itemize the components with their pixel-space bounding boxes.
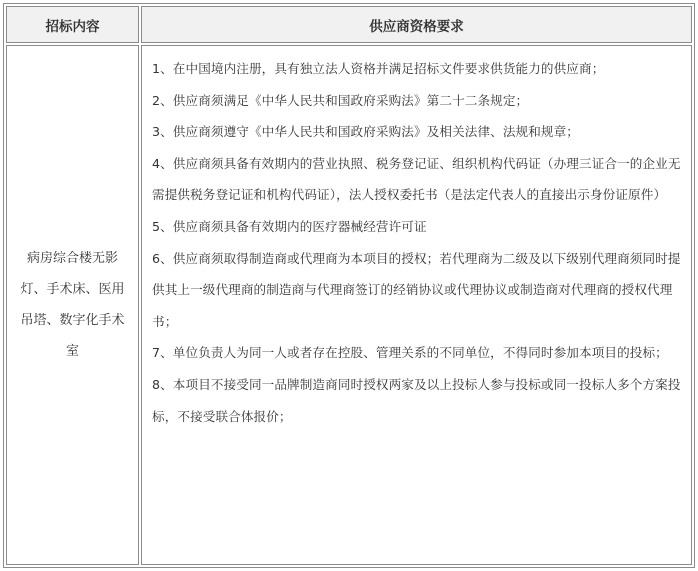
requirement-item: 5、供应商须具备有效期内的医疗器械经营许可证 — [152, 218, 427, 234]
header-row — [6, 6, 692, 43]
tender-content-line: 灯、手术床、医用 — [20, 282, 125, 297]
header-tender-content: 招标内容 — [6, 6, 139, 43]
tender-content-cell — [6, 45, 139, 565]
requirement-item: 4、供应商须具备有效期内的营业执照、税务登记证、组织机构代码证（办理三证合一的企业无需提供税务登记证和机构代码证），法人授权委托书（是法定代表人的直接出示身份证原件） — [152, 155, 681, 203]
header-supplier-qualification: 供应商资格要求 — [141, 6, 692, 43]
tender-content-line: 病房综合楼无影 — [26, 251, 118, 266]
table-row — [6, 45, 692, 565]
requirement-item: 1、在中国境内注册，具有独立法人资格并满足招标文件要求供货能力的供应商； — [152, 61, 605, 76]
requirement-item: 7、单位负责人为同一人或者存在控股、管理关系的不同单位，不得同时参加本项目的投标； — [152, 345, 668, 361]
tender-content-line: 吊塔、数字化手术 — [20, 313, 125, 328]
requirement-item: 8、本项目不接受同一品牌制造商同时授权两家及以上投标人参与投标或同一投标人多个方案投标，不接受联合体报价； — [152, 376, 681, 424]
requirement-item: 3、供应商须遵守《中华人民共和国政府采购法》及相关法律、法规和规章； — [152, 124, 580, 140]
tender-content-line: 室 — [65, 344, 79, 359]
requirement-item: 6、供应商须取得制造商或代理商为本项目的授权；若代理商为二级及以下级别代理商须同时提供其上一级代理商的制造商与代理商签订的经销协议或代理协议或制造商对代理商的授权代理书； — [152, 250, 681, 329]
qualification-table — [3, 3, 695, 568]
requirement-item: 2、供应商须满足《中华人民共和国政府采购法》第二十二条规定； — [152, 92, 529, 108]
requirements-cell — [141, 45, 692, 565]
